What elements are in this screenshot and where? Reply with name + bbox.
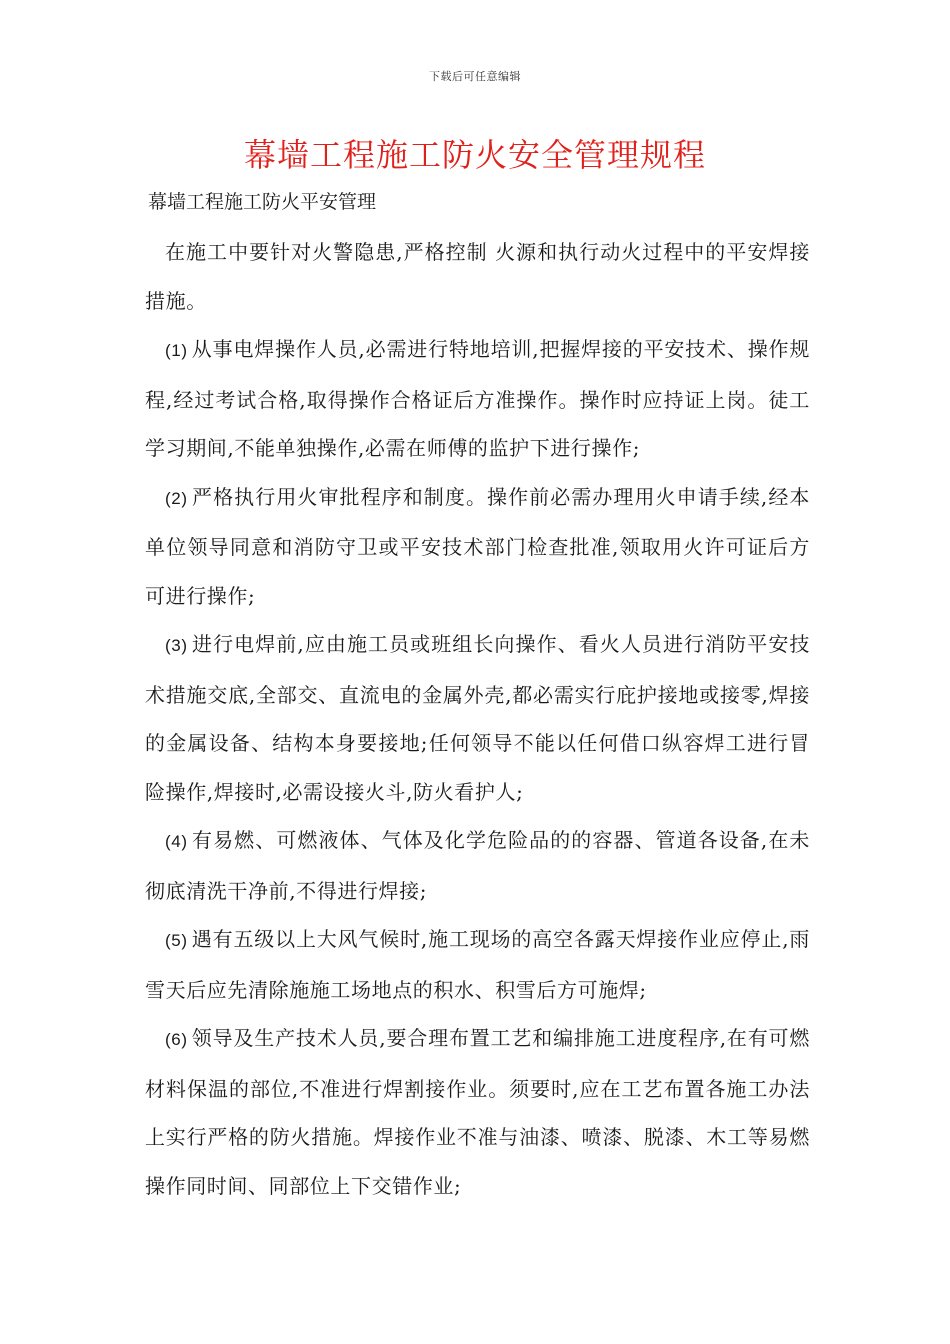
item-text: 遇有五级以上大风气候时,施工现场的高空各露天焊接作业应停止,雨雪天后应先清除施施工场地点的积水、积雪后方可施焊; <box>145 927 810 1002</box>
list-item <box>145 816 810 915</box>
item-text: 领导及生产技术人员,要合理布置工艺和编排施工进度程序,在有可燃材料保温的部位,不准进行焊割接作业。须要时,应在工艺布置各施工办法上实行严格的防火措施。焊接作业不准与油漆、喷漆、脱漆、木工等易燃操作同时间、同部位上下交错作业; <box>145 1026 810 1198</box>
item-text: 严格执行用火审批程序和制度。操作前必需办理用火申请手续,经本单位领导同意和消防守卫或平安技术部门检查批准,领取用火许可证后方可进行操作; <box>145 484 810 608</box>
item-text: 进行电焊前,应由施工员或班组长向操作、看火人员进行消防平安技术措施交底,全部交、直流电的金属外壳,都必需实行庇护接地或接零,焊接的金属设备、结构本身要接地;任何领导不能以任何借口纵容焊工进行冒险操作,焊接时,必需设接火斗,防火看护人; <box>145 632 810 804</box>
list-item <box>145 620 810 816</box>
item-number: (4) <box>165 832 188 851</box>
item-text: 从事电焊操作人员,必需进行特地培训,把握焊接的平安技术、操作规程,经过考试合格,取得操作合格证后方准操作。操作时应持证上岗。徒工学习期间,不能单独操作,必需在师傅的监护下进行操作; <box>145 337 810 460</box>
intro-paragraph: 在施工中要针对火警隐患,严格控制 火源和执行动火过程中的平安焊接措施。 <box>145 240 810 313</box>
item-number: (1) <box>165 341 188 360</box>
list-item <box>145 915 810 1014</box>
document-subtitle: 幕墙工程施工防火平安管理 <box>148 191 377 213</box>
item-number: (3) <box>165 636 188 655</box>
document-body <box>145 228 810 1210</box>
list-item <box>145 473 810 621</box>
list-item <box>145 1014 810 1210</box>
item-text: 有易燃、可燃液体、气体及化学危险品的的容器、管道各设备,在未彻底清洗干净前,不得进行焊接; <box>145 828 810 903</box>
item-number: (2) <box>165 488 188 508</box>
list-item <box>145 325 810 473</box>
header-note: 下载后可任意编辑 <box>429 70 521 83</box>
document-title: 幕墙工程施工防火安全管理规程 <box>243 136 706 174</box>
item-number: (6) <box>165 1030 188 1049</box>
item-number: (5) <box>165 931 188 950</box>
